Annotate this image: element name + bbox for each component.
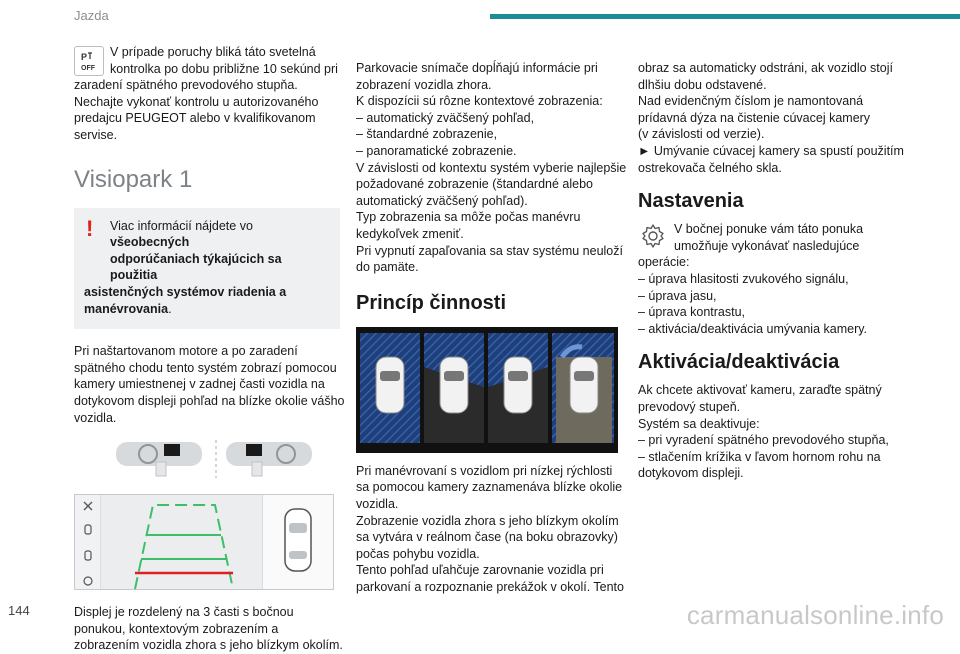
body-line: – stlačením krížika v ľavom hornom rohu na: [638, 449, 881, 464]
body-line: K dispozícii sú rôzne kontextové zobrazenia:: [356, 94, 603, 109]
body-line: ponukou, kontextovým zobrazením a: [74, 621, 279, 636]
steering-wheel-illustration: [116, 440, 316, 480]
body-line: vozidla.: [74, 410, 117, 425]
body-line: Displej je rozdelený na 3 časti s bočnou: [74, 605, 294, 620]
body-line: Parkovacie snímače dopĺňajú informácie pri: [356, 61, 598, 75]
settings-line: – úprava kontrastu,: [638, 305, 746, 320]
body-line: ► Umývanie cúvacej kamery sa spustí použitím: [638, 143, 904, 158]
section-heading-principle: Princíp činnosti: [356, 291, 507, 314]
body-line: vozidla.: [356, 496, 399, 511]
header-accent-bar: [490, 14, 960, 19]
body-line: kedykoľvek zmeniť.: [356, 226, 464, 241]
column-2: [356, 60, 627, 595]
body-line: Zobrazenie vozidla zhora s jeho blízkym okolím: [356, 513, 619, 528]
body-line: ostrekovača čelného skla.: [638, 160, 782, 175]
gear-icon: [638, 221, 668, 251]
body-line: – panoramatické zobrazenie.: [356, 143, 517, 158]
body-line: sa vytvára v reálnom čase (na boku obrazovky): [356, 530, 618, 545]
body-line: Pri manévrovaní s vozidlom pri nízkej rýchlosti: [356, 463, 613, 478]
body-line: automatický zväčšený pohľad).: [356, 193, 528, 208]
warning-line: servise.: [74, 127, 118, 142]
body-line: prevodový stupeň.: [638, 399, 741, 414]
column-3: [638, 60, 904, 482]
body-line: (v závislosti od verzie).: [638, 127, 765, 142]
warning-line: kontrolka po dobu približne 10 sekúnd pri: [110, 61, 338, 76]
body-line: Pri vypnutí zapaľovania sa stav systému neuloží: [356, 243, 623, 258]
section-title: Jazda: [74, 8, 109, 23]
page-number: 144: [8, 603, 30, 618]
body-line: Systém sa deaktivuje:: [638, 416, 760, 431]
body-line: Pri naštartovanom motore a po zaradení: [74, 344, 298, 359]
warning-line: zaradení spätného prevodového stupňa.: [74, 78, 298, 93]
body-line: do pamäte.: [356, 260, 419, 275]
svg-text:P: P: [81, 52, 88, 62]
note-line: Viac informácií nájdete vo všeobecných: [110, 218, 253, 250]
watermark: carmanualsonline.info: [686, 600, 944, 630]
body-line: požadované zobrazenie (štandardné alebo: [356, 177, 593, 192]
settings-line: operácie:: [638, 255, 690, 270]
body-line: počas pohybu vozidla.: [356, 546, 480, 561]
body-line: sa pomocou kamery zaznamenáva blízke okolie: [356, 480, 623, 495]
column-1: [74, 44, 345, 654]
body-line: parkovaní a rozpoznanie prekážok v okolí. Tento: [356, 579, 624, 594]
body-line: prídavná dýza na čistenie cúvacej kamery: [638, 110, 871, 125]
body-line: zobrazením vozidla zhora s jeho blízkym okolím.: [74, 638, 343, 653]
section-heading-settings: Nastavenia: [638, 190, 744, 213]
body-line: spätného chodu tento systém zobrazí pomocou: [74, 360, 337, 375]
section-heading-visiopark: Visiopark 1: [74, 165, 193, 193]
note-line: manévrovania.: [84, 301, 172, 316]
settings-block: [638, 221, 900, 337]
settings-line: V bočnej ponuke vám táto ponuka: [674, 222, 864, 237]
body-line: obraz sa automaticky odstráni, ak vozidlo stojí: [638, 61, 893, 75]
note-line: asistenčných systémov riadenia a: [84, 284, 287, 299]
body-line: Typ zobrazenia sa môže počas manévru: [356, 210, 581, 225]
top-view-parking-illustration: [356, 327, 618, 453]
settings-line: umožňuje vykonávať nasledujúce: [674, 238, 860, 253]
park-assist-off-icon: [74, 46, 104, 76]
settings-line: – aktivácia/deaktivácia umývania kamery.: [638, 321, 868, 336]
rear-camera-screen-illustration: [74, 494, 334, 590]
body-line: dlhšiu dobu odstavené.: [638, 77, 767, 92]
body-line: Nad evidenčným číslom je namontovaná: [638, 94, 864, 109]
exclamation-icon: !: [86, 215, 94, 241]
body-line: – automatický zväčšený pohľad,: [356, 110, 535, 125]
body-line: kamery umiestnenej v zadnej časti vozidla na: [74, 377, 325, 392]
settings-line: – úprava hlasitosti zvukového signálu,: [638, 271, 849, 286]
body-line: dotykovom displeji.: [638, 466, 744, 481]
note-line: odporúčaniach týkajúcich sa použitia: [110, 251, 282, 283]
body-line: Ak chcete aktivovať kameru, zaraďte spätný: [638, 383, 882, 398]
info-note: [74, 208, 340, 330]
svg-text:OFF: OFF: [81, 65, 95, 72]
settings-line: – úprava jasu,: [638, 288, 717, 303]
body-line: – pri vyradení spätného prevodového stupňa,: [638, 433, 889, 448]
warning-line: predajcu PEUGEOT alebo v kvalifikovanom: [74, 111, 316, 126]
body-line: dotykovom displeji pohľad na blízke okolie vášho: [74, 393, 345, 408]
warning-block: [74, 44, 340, 144]
warning-line: Nechajte vykonať kontrolu u autorizovaného: [74, 94, 319, 109]
body-line: zobrazení vozidla zhora.: [356, 77, 492, 92]
warning-line: V prípade poruchy bliká táto svetelná: [110, 45, 316, 59]
body-line: V závislosti od kontextu systém vyberie najlepšie: [356, 160, 627, 175]
section-heading-activation: Aktivácia/deaktivácia: [638, 351, 840, 374]
body-line: – štandardné zobrazenie,: [356, 127, 498, 142]
body-line: Tento pohľad uľahčuje zarovnanie vozidla pri: [356, 563, 604, 578]
